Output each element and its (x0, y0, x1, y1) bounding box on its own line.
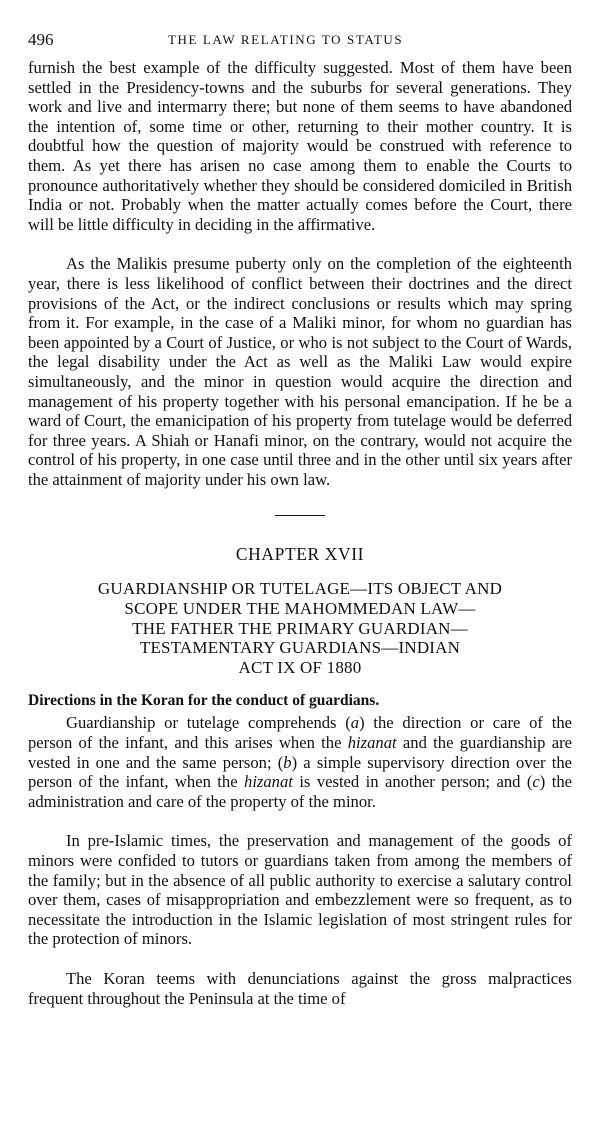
chapter-title-line: SCOPE UNDER THE MAHOMMEDAN LAW— (124, 599, 476, 619)
paragraph-koran: The Koran teems with denunciations against the gross malpractices frequent throughout the Peninsula at the time of (28, 968, 572, 1008)
chapter-title-line: GUARDIANSHIP OR TUTELAGE—ITS OBJECT AND (97, 579, 503, 599)
running-head (28, 30, 572, 52)
book-page (28, 30, 572, 1008)
paragraph-continuation: furnish the best example of the difficulty suggested. Most of them have been settled in the Presidency-towns and the suburbs for several generations. They work and live and intermarry there; but none of them seems to have abandoned the intention of, some time or other, returning to their mother country. It is doubtful how the question of majority would be construed with reference to them. As yet there has arisen no case among them to enable the Courts to pronounce authoritatively whether they should be considered domiciled in British India or not. Probably when the matter actually comes before the Court, there will be little difficulty in deciding in the affirmative. (28, 58, 572, 234)
chapter-title-line: THE FATHER THE PRIMARY GUARDIAN— (132, 618, 468, 638)
section-heading: Directions in the Koran for the conduct of guardians. (28, 692, 380, 710)
paragraph-maliki: As the Malikis presume puberty only on the completion of the eighteenth year, there is less likelihood of conflict between their doctrines and the direct provisions of the Act, or the indirect conclusions or results which may spring from it. For example, in the case of a Maliki minor, for whom no guardian has been appointed by a Court of Justice, or who is not subject to the Court of Wards, the legal disability under the Act as well as the Maliki Law would expire simultaneously, and the minor in question would acquire the direction and management of his property together with his personal emancipation. If he be a ward of Court, the emanicipation of his property from tutelage would be deferred for three years. A Shiah or Hanafi minor, on the contrary, would not acquire the control of his property, in one case until three and in the other until six years after the attainment of majority under his own law. (28, 254, 572, 489)
chapter-number: CHAPTER XVII (235, 544, 365, 565)
running-title: THE LAW RELATING TO STATUS (168, 32, 404, 47)
chapter-title-line: TESTAMENTARY GUARDIANS—INDIAN (139, 638, 461, 658)
paragraph-guardianship: Guardianship or tutelage comprehends (a) the direction or care of the person of the infant, and this arises when the hizanat and the guardianship are vested in one and the same person; (b) a simple supervisory direction over the person of the infant, when the hizanat is vested in another person; and (c) the administration and care of the property of the minor. (28, 713, 572, 811)
chapter-title (28, 579, 572, 677)
page-number: 496 (28, 30, 54, 49)
section-divider (275, 515, 325, 516)
chapter-title-line: ACT IX OF 1880 (238, 657, 362, 677)
paragraph-pre-islamic: In pre-Islamic times, the preservation and management of the goods of minors were confided to tutors or guardians taken from among the members of the family; but in the absence of all public authority to exercise a salutary control over them, cases of misappropriation and embezzlement were so frequent, as to necessitate the introduction in the Islamic legislation of most stringent rules for the protection of minors. (28, 831, 572, 949)
